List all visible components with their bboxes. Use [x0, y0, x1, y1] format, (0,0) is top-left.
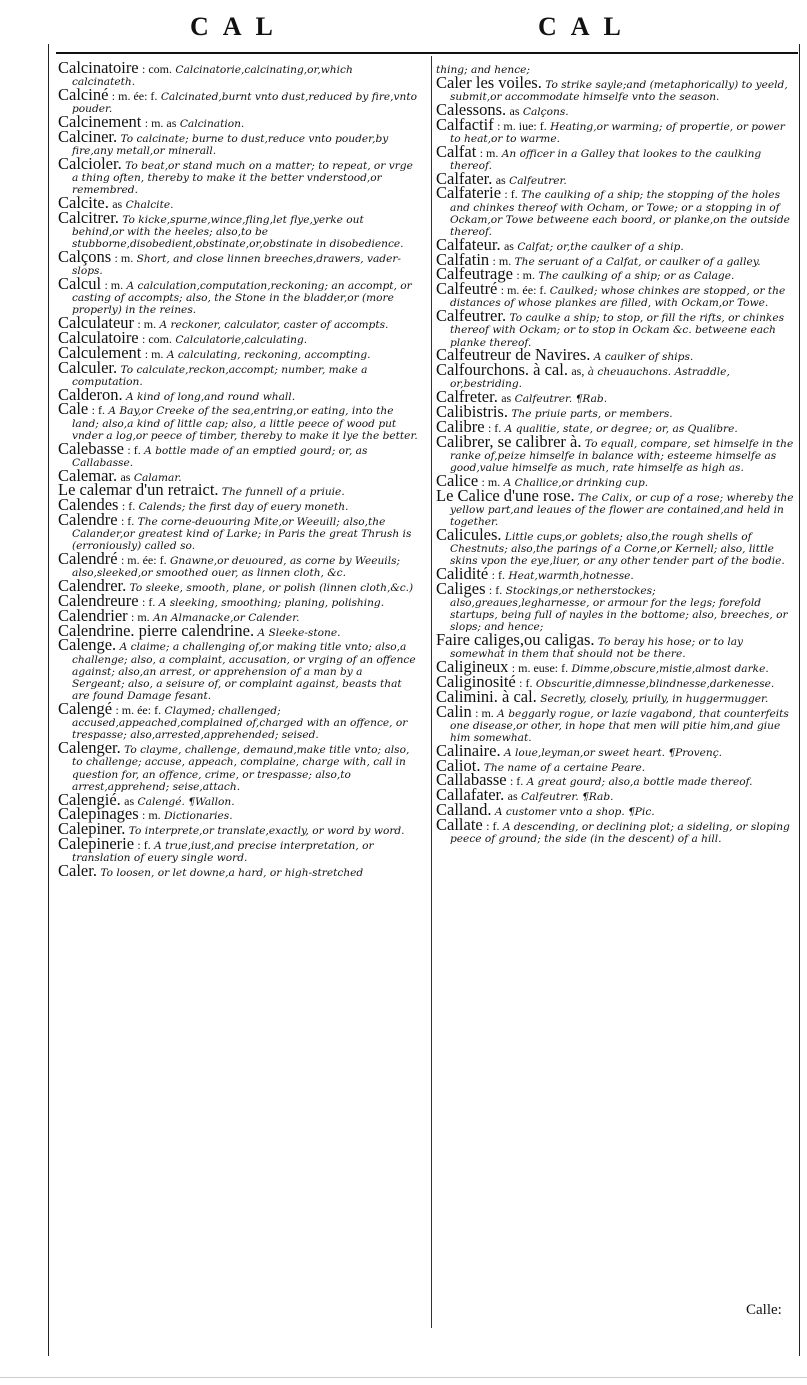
- definition: To caulke a ship; to stop, or fill the rifts, or chinkes thereof with Ockam; or to stop in Ockam &c. betweene each planke thereof.: [450, 312, 785, 349]
- dictionary-entry: [436, 578, 794, 634]
- definition: Obscuritie,dimnesse,blindnesse,darkenesse.: [535, 677, 775, 690]
- definition: Short, and close linnen breeches,drawers, vader-slops.: [72, 253, 401, 278]
- headword: Calculement: [58, 342, 142, 362]
- dictionary-entry: [58, 860, 418, 880]
- dictionary-entry: [436, 701, 794, 745]
- definition: The caulking of a ship; or as Calage.: [538, 270, 735, 283]
- definition: A beggarly rogue, or lazie vagabond, that counterfeits one disease,or other, in hope that men will pitie him,and giue him somewhat.: [450, 707, 789, 744]
- definition: Stockings,or netherstockes; also,greaues,legharnesse, or armour for the legs; forefold startups, being full of nayles in the bottome; also, breeches, or slops; and hence;: [450, 584, 788, 634]
- headword: Calicules.: [436, 524, 502, 544]
- definition: A customer vnto a shop. ¶Pic.: [494, 805, 655, 818]
- definition: To kicke,spurne,wince,fling,let flye,yerke out behind,or with the heeles; also,to be stubborne,disobedient,obstinate,or,obstinate in disobedience.: [72, 213, 404, 251]
- grammar-note: : m.: [492, 253, 512, 268]
- definition: Little cups,or goblets; also,the rough shells of Chestnuts; also,the parings of a Corne,or Kernell; also, little skins vpon the eye,liuer, or any other tender part of the bodie.: [450, 530, 785, 568]
- definition: à cheuauchons. Astraddle, or,bestriding.: [450, 366, 730, 391]
- definition: Heat,warmth,hotnesse.: [508, 569, 634, 582]
- page-border-right: [799, 44, 800, 1356]
- grammar-note: as: [120, 469, 131, 484]
- running-head-left: CAL: [190, 12, 287, 41]
- dictionary-entry: [436, 114, 794, 145]
- grammar-note: as,: [571, 364, 585, 379]
- headword: Calengié.: [58, 789, 121, 809]
- definition: A caulker of ships.: [593, 351, 694, 364]
- definition: To loosen, or let downe,a hard, or high-stretched: [100, 866, 364, 879]
- grammar-note: as: [507, 789, 518, 804]
- definition: The seruant of a Calfat, or caulker of a galley.: [514, 255, 761, 268]
- catchword: Calle:: [746, 1302, 782, 1318]
- dictionary-entry: [58, 58, 418, 89]
- definition: Calfeutrer. ¶Rab.: [521, 791, 614, 804]
- grammar-note: : f.: [509, 774, 524, 789]
- dictionary-entry: [58, 247, 418, 278]
- definition: A true,iust,and precise interpretation, or translation of euery single word.: [72, 839, 374, 865]
- definition: A Challice,or drinking cup.: [503, 476, 649, 489]
- page-border-left: [48, 44, 49, 1356]
- headword: Calfat: [436, 141, 477, 161]
- definition: Calengé. ¶Wallon.: [137, 795, 235, 808]
- headword: Calçons: [58, 247, 112, 266]
- headword: Calendre: [58, 509, 118, 529]
- definition: To strike sayle;and (metaphorically) to yeeld, submit,or accommodate himselfe vnto the season.: [450, 78, 788, 103]
- headword: Calendrer.: [58, 576, 127, 596]
- definition: Calamar.: [133, 471, 182, 484]
- grammar-note: : m.: [104, 278, 124, 292]
- definition: Dimme,obscure,mistie,almost darke.: [571, 663, 769, 676]
- headword: Calemar.: [58, 465, 118, 485]
- dictionary-entry: [58, 384, 418, 404]
- headword: Calfater.: [436, 168, 493, 188]
- headword: Calenge.: [58, 635, 117, 655]
- definition: Secretly, closely, priuily, in huggermugger.: [540, 692, 769, 705]
- grammar-note: : com.: [142, 62, 173, 76]
- definition: A loue,leyman,or sweet heart. ¶Provenç.: [503, 746, 723, 759]
- headword: Faire caliges,ou caligas.: [436, 630, 595, 650]
- headword: Caliges: [436, 578, 486, 598]
- definition: Caulked; whose chinkes are stopped, or the distances of whose plankes are filled, with Ockam,or Towe.: [450, 285, 786, 310]
- scan-edge: [0, 1377, 807, 1378]
- left-column: [58, 58, 418, 880]
- dictionary-entry: [436, 401, 794, 421]
- definition: The caulking of a ship; the stopping of the holes and chinkes thereof with Ocham, or Towe; or a stopping in of Ockam,or Towe betweene each boord, or planke,on the outside thereof.: [450, 189, 790, 238]
- definition: To calculate,reckon,accompt; number, make a computation.: [72, 363, 368, 388]
- grammar-note: : m.: [142, 808, 161, 823]
- grammar-note: : f.: [488, 582, 503, 597]
- headword: Caliginosité: [436, 671, 516, 691]
- definition: The funnell of a priuie.: [221, 486, 345, 499]
- definition: An Almanacke,or Calender.: [153, 611, 300, 624]
- dictionary-entry: [436, 234, 794, 254]
- grammar-note: : m.: [131, 609, 150, 624]
- dictionary-entry: [436, 431, 794, 475]
- dictionary-entry: [58, 635, 418, 703]
- definition: The name of a certaine Peare.: [483, 761, 646, 774]
- headword: Calepiner.: [58, 819, 126, 839]
- grammar-note: : f.: [487, 420, 502, 435]
- headword: Calfaterie: [436, 183, 502, 203]
- headword: Calfeutrer.: [436, 306, 507, 326]
- dictionary-entry: [436, 183, 794, 238]
- definition: A claime; a challenging of,or making title vnto; also,a challenge; also, a complaint, accusation, or vrging of an offence against; also,an arrest, or apprehension of a man by a Sergeant; also, a seisure of, or complaint against, beasts that are found Damage fesant.: [72, 641, 416, 703]
- dictionary-entry: [58, 509, 418, 553]
- grammar-note: : m.: [114, 251, 134, 265]
- definition: To beray his hose; or to lay somewhat in them that should not be there.: [450, 636, 744, 661]
- definition: Calcination.: [179, 118, 245, 130]
- definition: Calfeutrer.: [509, 174, 567, 187]
- grammar-note: : m.: [475, 705, 494, 720]
- definition: Claymed; challenged; accused,appeached,complained of,charged with an offence, or trespasse; also,arrested,apprehended; seised.: [72, 704, 408, 742]
- definition: A reckoner, calculator, caster of accompts.: [159, 319, 389, 332]
- grammar-note: : com.: [142, 332, 173, 346]
- definition: A descending, or declining plot; a sideling, or sloping peece of ground; the side (in the descent) of a hill.: [450, 820, 790, 845]
- definition: Chalcite.: [125, 199, 174, 211]
- headword: Calculateur: [58, 313, 135, 333]
- definition: To sleeke, smooth, plane, or polish (linnen cloth,&c.): [129, 582, 414, 595]
- headword: Calin: [436, 701, 472, 721]
- grammar-note: : f.: [120, 513, 135, 528]
- headword: Caler les voiles.: [436, 72, 542, 92]
- headword: Calfourchons. à cal.: [436, 360, 568, 380]
- headword: Calendré: [58, 549, 118, 569]
- definition: thing; and hence;: [436, 64, 530, 76]
- headword: Caler.: [58, 860, 97, 880]
- headword: Calfateur.: [436, 234, 501, 254]
- grammar-note: as: [501, 391, 512, 406]
- definition: The priuie parts, or members.: [511, 407, 673, 420]
- headword: Calcinement: [58, 112, 142, 131]
- grammar-note: as: [112, 197, 123, 211]
- definition: To calcinate; burne to dust,reduce vnto pouder,by fire,any metall,or minerall.: [72, 132, 389, 157]
- headword: Calfreter.: [436, 387, 498, 407]
- headword: Calciner.: [58, 126, 118, 146]
- headword: Calculatoire: [58, 328, 139, 347]
- grammar-note: : m. iue: f.: [497, 118, 547, 133]
- headword: Calciné: [58, 85, 109, 104]
- definition: A qualitie, state, or degree; or, as Qualibre.: [504, 422, 738, 435]
- grammar-note: : m.: [144, 346, 164, 361]
- grammar-note: : m. ée: f.: [111, 89, 158, 103]
- headword: Calderon.: [58, 384, 123, 404]
- headword: Callate: [436, 814, 483, 834]
- dictionary-entry: [436, 686, 794, 706]
- grammar-note: : m.: [481, 474, 501, 489]
- headword: Calfactif: [436, 114, 494, 134]
- definition: A great gourd; also,a bottle made thereof.: [526, 776, 753, 789]
- definition: Dictionaries.: [164, 810, 233, 823]
- column-divider: [431, 56, 432, 1328]
- headword: Calidité: [436, 563, 489, 583]
- definition: To equall, compare, set himselfe in the ranke of,peize himselfe in balance with; esteeme himselfe as good,value himselfe as much, rate himselfe as high as.: [450, 437, 794, 474]
- right-column: [436, 62, 794, 846]
- definition: To interprete,or translate,exactly, or word by word.: [128, 825, 405, 838]
- dictionary-entry: [58, 833, 418, 865]
- dictionary-entry: [58, 207, 418, 251]
- grammar-note: : m.: [516, 268, 536, 283]
- headword: Le Calice d'une rose.: [436, 485, 575, 505]
- grammar-note: : f.: [127, 442, 141, 457]
- definition: Heating,or warming; of propertie, or power to heat,or to warme.: [450, 120, 785, 145]
- grammar-note: : m. euse: f.: [511, 661, 569, 676]
- headword: Calfeutré: [436, 279, 498, 299]
- grammar-note: : f.: [137, 837, 151, 852]
- header-rule: [56, 52, 798, 54]
- dictionary-entry: [436, 563, 794, 583]
- grammar-note: as: [124, 793, 135, 808]
- headword: Calenger.: [58, 738, 121, 758]
- headword: Le calemar d'un retraict.: [58, 480, 219, 500]
- definition: A kind of long,and round whall.: [125, 390, 296, 403]
- headword: Calculer.: [58, 357, 118, 377]
- headword: Calendreure: [58, 590, 139, 610]
- grammar-note: : m. ée: f.: [500, 283, 547, 298]
- dictionary-entry: [58, 698, 418, 742]
- headword: Calendrine. pierre calendrine.: [58, 620, 255, 640]
- definition: A sleeking, smoothing; planing, polishing.: [158, 596, 385, 609]
- headword: Calland.: [436, 799, 492, 819]
- definition: To clayme, challenge, demaund,make title vnto; also, to challenge; accuse, appeach, complaine, charge with, call in question for, an offence, crime, or trespasse; also,to arrest,apprehend; seise,attach.: [72, 744, 410, 793]
- headword: Calibre: [436, 416, 485, 436]
- grammar-note: : m. ée: f.: [120, 553, 167, 568]
- definition: A calculation,computation,reckoning; an accompt, or casting of accompts; also, the Stone in the bladder,or (more properly) in the reines.: [72, 280, 412, 317]
- definition: Calçons.: [522, 105, 569, 118]
- grammar-note: as: [503, 238, 514, 253]
- dictionary-entry: [436, 814, 794, 845]
- definition: A calculating, reckoning, accompting.: [166, 348, 371, 361]
- dictionary-entry: [58, 399, 418, 442]
- headword: Calcioler.: [58, 153, 122, 173]
- definition: To beat,or stand much on a matter; to repeat, or vrge a thing often, thereby to make it the better vnderstood,or remembred.: [72, 159, 413, 197]
- definition: The Calix, or cup of a rose; whereby the yellow part,and leaues of the flower are contained,and held in together.: [450, 491, 794, 528]
- running-head-right: CAL: [538, 12, 635, 41]
- definition: Calfat; or,the caulker of a ship.: [517, 240, 684, 253]
- dictionary-entry: [58, 153, 418, 197]
- grammar-note: : f.: [91, 403, 105, 418]
- headword: Callafater.: [436, 785, 505, 805]
- grammar-note: as: [509, 103, 520, 118]
- grammar-note: : m.: [479, 145, 499, 160]
- headword: Calfeutrage: [436, 264, 513, 284]
- grammar-note: as: [495, 172, 506, 187]
- headword: Calinaire.: [436, 740, 501, 760]
- dictionary-entry: [58, 738, 418, 793]
- headword: Calfeutreur de Navires.: [436, 345, 591, 365]
- dictionary-entry: [436, 485, 794, 529]
- headword: Calice: [436, 470, 479, 490]
- grammar-note: : m. ée: f.: [115, 702, 162, 717]
- headword: Calebasse: [58, 438, 124, 458]
- definition: Calcinatorie,calcinating,or,which calcinateth.: [72, 64, 353, 89]
- grammar-note: : f.: [142, 594, 156, 609]
- definition: Calcinated,burnt vnto dust,reduced by fire,vnto pouder.: [72, 91, 417, 116]
- definition: Calfeutrer. ¶Rab.: [514, 393, 608, 406]
- headword: Calibistris.: [436, 401, 508, 421]
- headword: Calcul: [58, 274, 102, 293]
- headword: Calcitrer.: [58, 207, 119, 227]
- definition: A Sleeke-stone.: [257, 626, 341, 639]
- grammar-note: : f.: [519, 675, 533, 690]
- headword: Calengé: [58, 698, 113, 718]
- headword: Calcinatoire: [58, 58, 139, 77]
- headword: Cale: [58, 399, 89, 419]
- definition: The corne-deuouring Mite,or Weeuill; also,the Calander,or greatest kind of Larke; in Paris the great Thrush is (erroniously) called so.: [72, 515, 412, 553]
- dictionary-entry: [436, 524, 794, 568]
- definition: A bottle made of an emptied gourd; or, as Callabasse.: [72, 444, 368, 469]
- headword: Calepinerie: [58, 833, 135, 853]
- headword: Calibrer, se calibrer à.: [436, 431, 582, 451]
- dictionary-entry: [436, 306, 794, 349]
- headword: Caligineux: [436, 657, 509, 677]
- dictionary-entry: [58, 274, 418, 317]
- definition: A Bay,or Creeke of the sea,entring,or eating, into the land; also,a kind of little cap; also, a little peece of wood put vnder a log,or peece of timber, thereby to make it lye the better.: [72, 405, 418, 442]
- grammar-note: : m. as: [144, 116, 177, 130]
- grammar-note: : f.: [121, 499, 136, 514]
- grammar-note: : m.: [137, 317, 157, 332]
- dictionary-entry: [436, 740, 794, 760]
- headword: Calessons.: [436, 99, 507, 119]
- grammar-note: : f.: [491, 567, 505, 582]
- headword: Caliot.: [436, 755, 481, 775]
- headword: Calimini. à cal.: [436, 686, 537, 706]
- headword: Calepinages: [58, 804, 139, 824]
- definition: An officer in a Galley that lookes to the caulking thereof.: [450, 147, 762, 172]
- headword: Calendrier: [58, 605, 128, 625]
- headword: Callabasse: [436, 770, 507, 790]
- headword: Calcite.: [58, 193, 109, 212]
- definition: Gnawne,or deuoured, as corne by Weeuils; also,sleeked,or smoothed ouer, as linnen cloth, &c.: [72, 555, 401, 580]
- definition: Calends; the first day of euery moneth.: [138, 501, 349, 514]
- headword: Calfatin: [436, 249, 490, 269]
- grammar-note: : f.: [486, 818, 500, 833]
- dictionary-entry: [436, 799, 794, 819]
- definition: Calculatorie,calculating.: [175, 334, 308, 346]
- grammar-note: : f.: [504, 187, 518, 202]
- headword: Calendes: [58, 495, 119, 515]
